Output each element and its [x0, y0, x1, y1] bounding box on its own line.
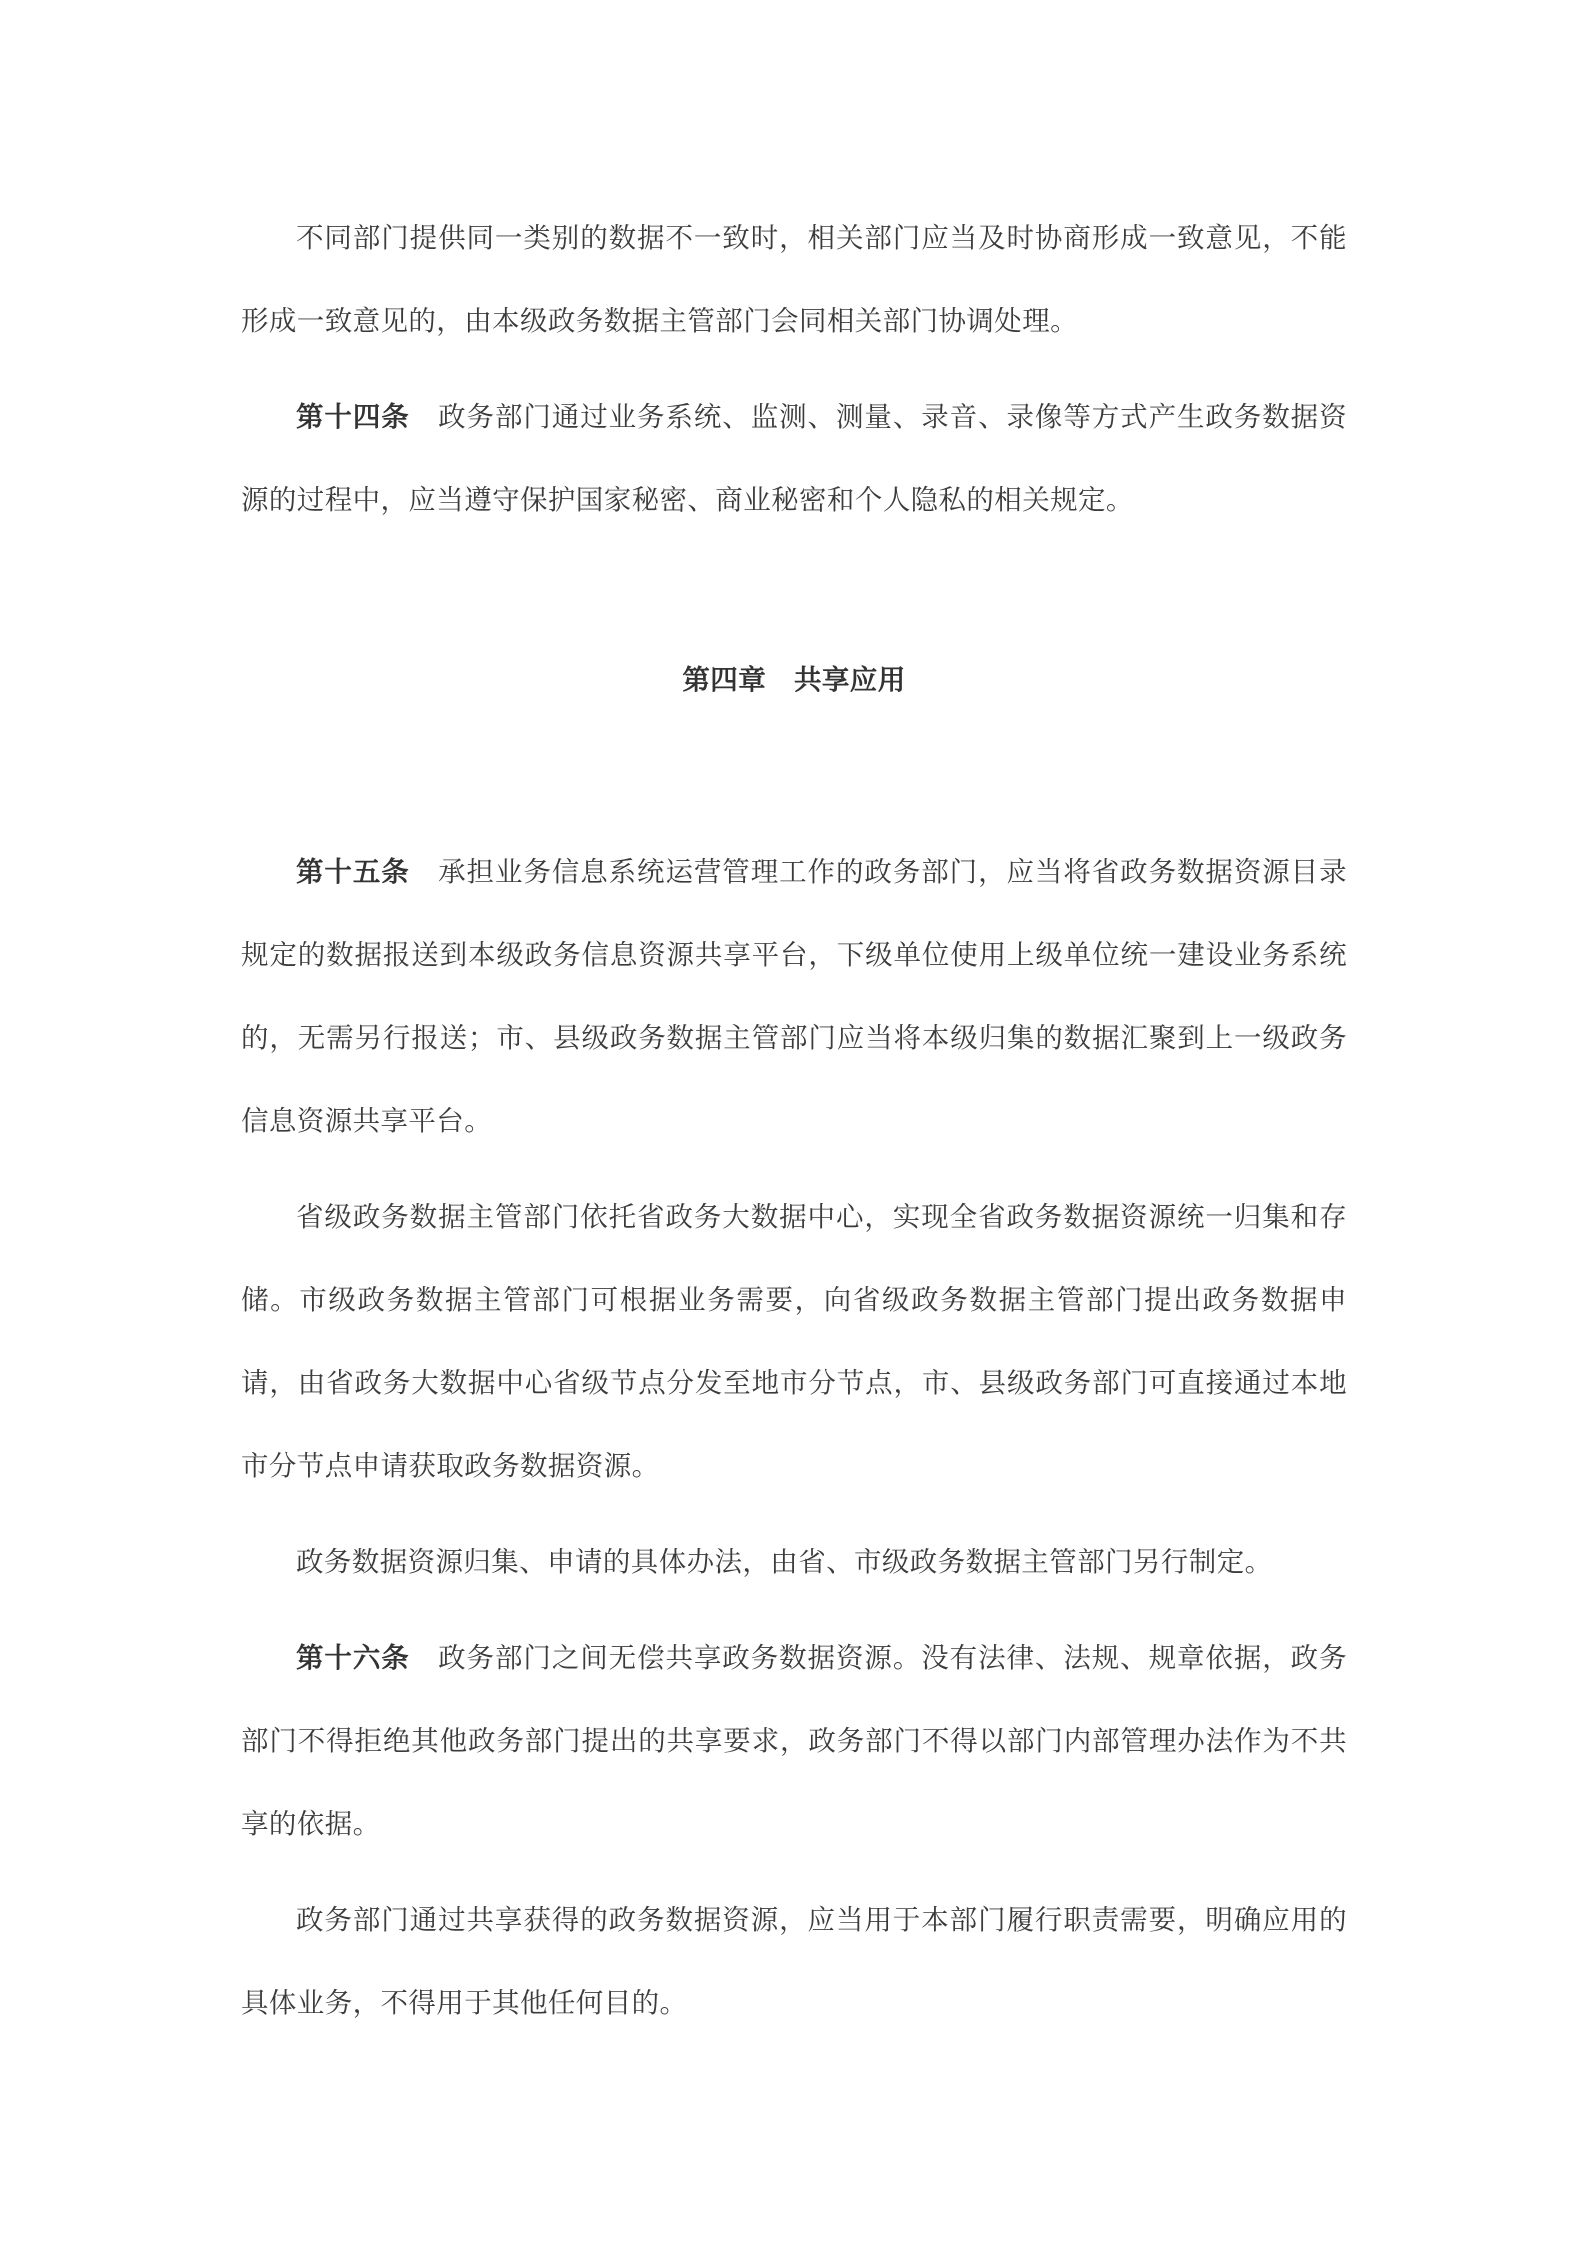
- article-15: [241, 831, 1347, 1163]
- paragraph-text: 不同部门提供同一类别的数据不一致时，相关部门应当及时协商形成一致意见，不能形成一致意见的，由本级政务数据主管部门会同相关部门协调处理。: [241, 222, 1347, 337]
- article-label: 第十四条: [296, 401, 410, 433]
- label-spacer: [410, 401, 438, 433]
- paragraph-provincial-data-center: [241, 1176, 1347, 1508]
- paragraph-usage-restriction: [241, 1879, 1347, 2045]
- article-16: [241, 1617, 1347, 1866]
- chapter-spacer: [766, 664, 794, 696]
- label-spacer: [410, 1642, 438, 1674]
- paragraph-text: 政务数据资源归集、申请的具体办法，由省、市级政务数据主管部门另行制定。: [296, 1546, 1273, 1578]
- paragraph-text: 省级政务数据主管部门依托省政务大数据中心，实现全省政务数据资源统一归集和存储。市级政务数据主管部门可根据业务需要，向省级政务数据主管部门提出政务数据申请，由省政务大数据中心省级节点分发至地市分节点，市、县级政务部门可直接通过本地市分节点申请获取政务数据资源。: [241, 1201, 1347, 1482]
- article-text: 政务部门通过业务系统、监测、测量、录音、录像等方式产生政务数据资源的过程中，应当遵守保护国家秘密、商业秘密和个人隐私的相关规定。: [241, 401, 1347, 516]
- paragraph-text: 政务部门通过共享获得的政务数据资源，应当用于本部门履行职责需要，明确应用的具体业务，不得用于其他任何目的。: [241, 1904, 1347, 2019]
- chapter-title: 共享应用: [794, 664, 906, 696]
- article-label: 第十五条: [296, 856, 410, 888]
- label-spacer: [410, 856, 438, 888]
- article-text: 政务部门之间无偿共享政务数据资源。没有法律、法规、规章依据，政务部门不得拒绝其他政务部门提出的共享要求，政务部门不得以部门内部管理办法作为不共享的依据。: [241, 1642, 1347, 1840]
- paragraph-data-inconsistency: [241, 197, 1347, 363]
- chapter-number: 第四章: [682, 664, 767, 696]
- paragraph-specific-measures: [241, 1521, 1347, 1604]
- chapter-heading: [241, 639, 1347, 722]
- article-label: 第十六条: [296, 1642, 410, 1674]
- document-page: [241, 197, 1347, 2058]
- article-text: 承担业务信息系统运营管理工作的政务部门，应当将省政务数据资源目录规定的数据报送到本级政务信息资源共享平台，下级单位使用上级单位统一建设业务系统的，无需另行报送；市、县级政务数据主管部门应当将本级归集的数据汇聚到上一级政务信息资源共享平台。: [241, 856, 1347, 1137]
- article-14: [241, 376, 1347, 542]
